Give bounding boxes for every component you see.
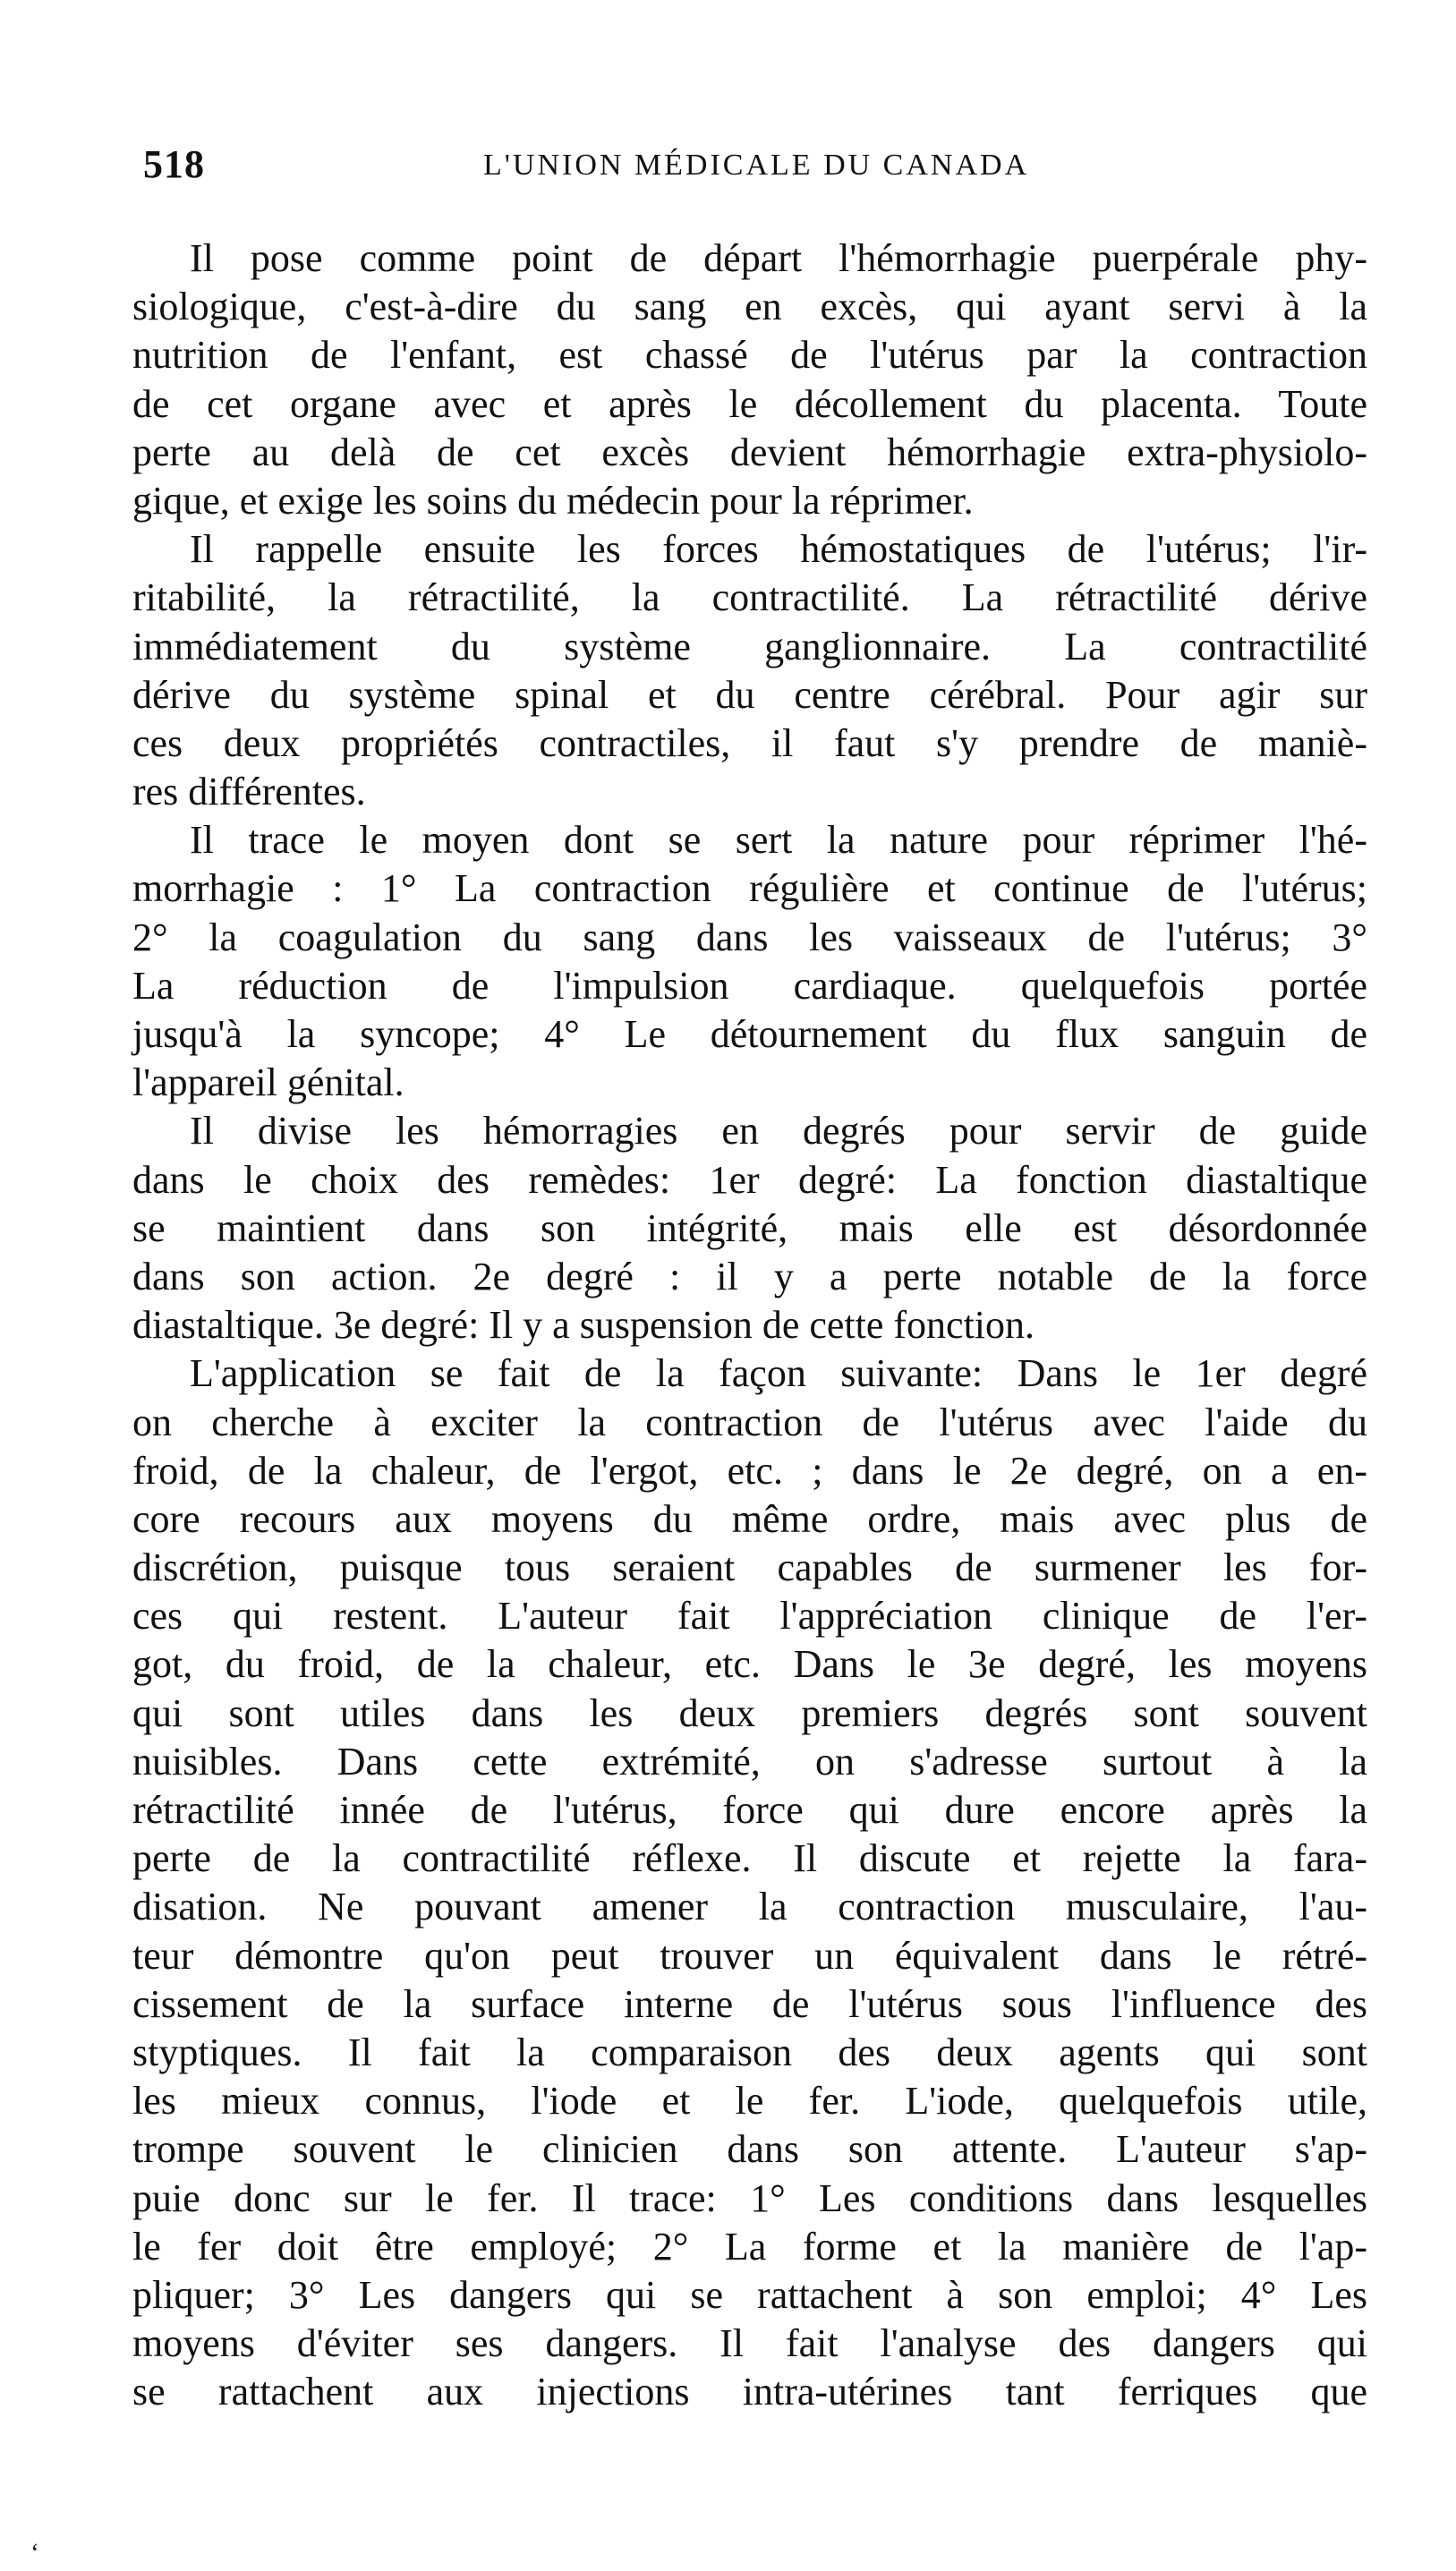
text-line: res différentes.	[132, 770, 366, 814]
text-line: jusqu'à la syncope; 4° Le détournement du flux sanguin de	[132, 1012, 1367, 1056]
text-line: puie donc sur le fer. Il trace: 1° Les conditions dans lesquelles	[132, 2175, 1367, 2220]
text-line: dans son action. 2e degré : il y a perte notable de la force	[132, 1254, 1367, 1298]
text-line: froid, de la chaleur, de l'ergot, etc. ; dans le 2e degré, on a en-	[132, 1448, 1367, 1493]
text-line: diastaltique. 3e degré: Il y a suspension de cette fonction.	[132, 1303, 1035, 1348]
text-line: nutrition de l'enfant, est chassé de l'utérus par la contraction	[132, 333, 1367, 378]
text-line: trompe souvent le clinicien dans son attente. L'auteur s'ap-	[132, 2127, 1367, 2172]
text-line: l'appareil génital.	[132, 1060, 404, 1105]
text-line: siologique, c'est-à-dire du sang en excès, qui ayant servi à la	[132, 285, 1367, 329]
text-line: discrétion, puisque tous seraient capables de surmener les for-	[132, 1545, 1367, 1590]
text-line: morrhagie : 1° La contraction régulière et continue de l'utérus;	[132, 866, 1367, 911]
text-line: dans le choix des remèdes: 1er degré: La fonction diastaltique	[132, 1157, 1367, 1202]
text-line: 2° la coagulation du sang dans les vaisseaux de l'utérus; 3°	[132, 915, 1367, 959]
page-header	[143, 141, 1333, 195]
text-line: got, du froid, de la chaleur, etc. Dans le 3e degré, les moyens	[132, 1642, 1367, 1687]
text-line: on cherche à exciter la contraction de l'utérus avec l'aide du	[132, 1400, 1367, 1444]
text-line: ces deux propriétés contractiles, il faut s'y prendre de maniè-	[132, 720, 1367, 765]
text-line: cissement de la surface interne de l'utérus sous l'influence des	[132, 1981, 1367, 2026]
ink-speck: ‘	[30, 2538, 39, 2567]
text-line: le fer doit être employé; 2° La forme et la manière de l'ap-	[132, 2224, 1367, 2269]
text-line: Il pose comme point de départ l'hémorrhagie puerpérale phy-	[190, 236, 1367, 280]
text-line: dérive du système spinal et du centre cérébral. Pour agir sur	[132, 672, 1367, 717]
text-line: moyens d'éviter ses dangers. Il fait l'analyse des dangers qui	[132, 2321, 1367, 2366]
text-line: qui sont utiles dans les deux premiers degrés sont souvent	[132, 1690, 1367, 1735]
text-line: Il divise les hémorragies en degrés pour servir de guide	[190, 1109, 1367, 1154]
text-line: disation. Ne pouvant amener la contraction musculaire, l'au-	[132, 1885, 1367, 1929]
text-line: ces qui restent. L'auteur fait l'appréciation clinique de l'er-	[132, 1594, 1367, 1639]
page-number: 518	[143, 142, 205, 186]
text-line: Il trace le moyen dont se sert la nature pour réprimer l'hé-	[190, 818, 1367, 863]
text-line: styptiques. Il fait la comparaison des deux agents qui sont	[132, 2030, 1367, 2074]
text-line: les mieux connus, l'iode et le fer. L'iode, quelquefois utile,	[132, 2079, 1367, 2124]
text-line: core recours aux moyens du même ordre, mais avec plus de	[132, 1496, 1367, 1541]
text-line: nuisibles. Dans cette extrémité, on s'adresse surtout à la	[132, 1739, 1367, 1784]
text-line: se maintient dans son intégrité, mais elle est désordonnée	[132, 1205, 1367, 1250]
text-line: se rattachent aux injections intra-utérines tant ferriques que	[132, 2370, 1367, 2414]
text-line: teur démontre qu'on peut trouver un équivalent dans le rétré-	[132, 1933, 1367, 1978]
article-text	[132, 234, 1367, 2416]
text-line: de cet organe avec et après le décollement du placenta. Toute	[132, 381, 1367, 426]
text-line: perte au delà de cet excès devient hémorrhagie extra-physiolo-	[132, 430, 1367, 474]
text-line: Il rappelle ensuite les forces hémostatiques de l'utérus; l'ir-	[190, 527, 1367, 572]
text-line: pliquer; 3° Les dangers qui se rattachent à son emploi; 4° Les	[132, 2272, 1367, 2317]
text-line: perte de la contractilité réflexe. Il discute et rejette la fara-	[132, 1836, 1367, 1881]
text-line: rétractilité innée de l'utérus, force qui dure encore après la	[132, 1788, 1367, 1832]
text-line: L'application se fait de la façon suivante: Dans le 1er degré	[190, 1351, 1367, 1396]
text-line: ritabilité, la rétractilité, la contractilité. La rétractilité dérive	[132, 575, 1367, 620]
text-line: gique, et exige les soins du médecin pour la réprimer.	[132, 478, 974, 523]
text-line: immédiatement du système ganglionnaire. La contractilité	[132, 624, 1367, 668]
running-head: L'UNION MÉDICALE DU CANADA	[483, 149, 1030, 182]
text-line: La réduction de l'impulsion cardiaque. quelquefois portée	[132, 963, 1367, 1008]
